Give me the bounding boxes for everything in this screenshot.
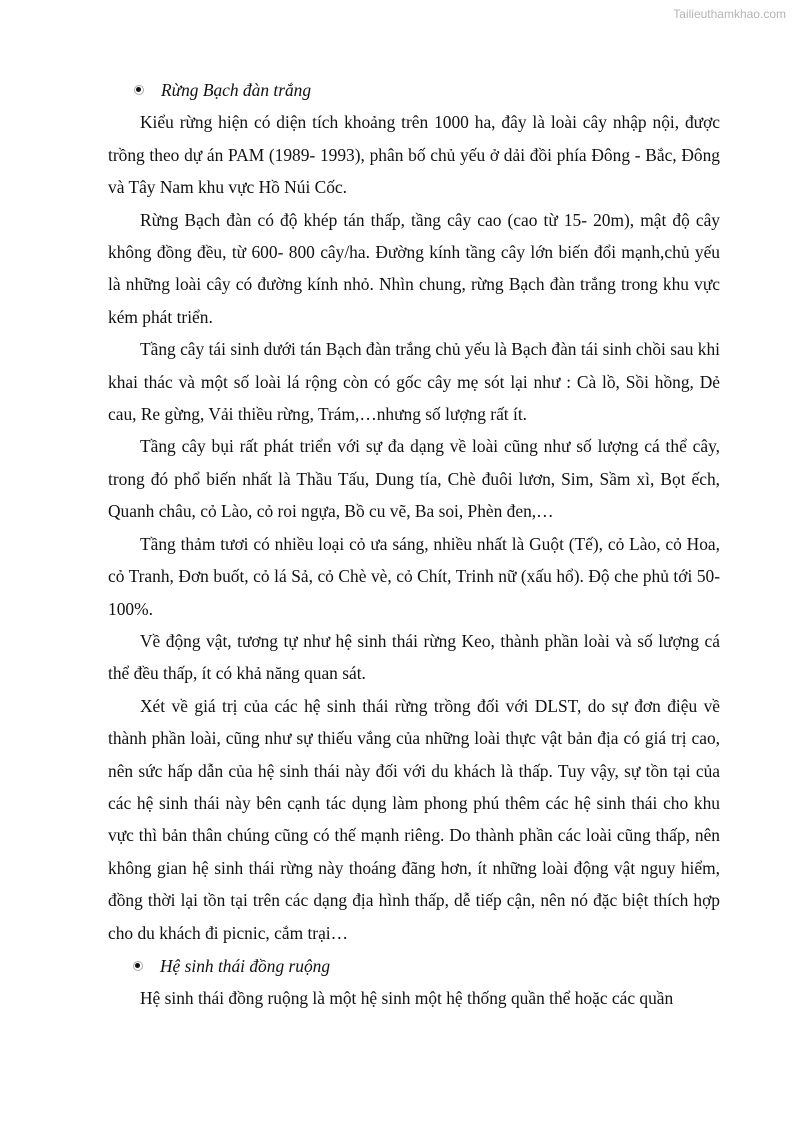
watermark: Tailieuthamkhao.com	[673, 7, 786, 21]
paragraph: Tầng cây bụi rất phát triển với sự đa dạng về loài cũng như số lượng cá thể cây, trong đó phổ biến nhất là Thầu Tấu, Dung tía, Chè đuôi lươn, Sim, Sầm xì, Bọt ếch, Quanh châu, cỏ Lào, cỏ roi ngựa, Bồ cu vẽ, Ba soi, Phèn đen,…	[108, 436, 720, 522]
paragraph: Hệ sinh thái đồng ruộng là một hệ sinh một hệ thống quần thể hoặc các quần	[140, 988, 674, 1009]
bullet-icon	[134, 85, 144, 95]
heading-text: Hệ sinh thái đồng ruộng	[160, 955, 331, 976]
paragraph: Xét về giá trị của các hệ sinh thái rừng trồng đối với DLST, do sự đơn điệu về thành phần loài, cũng như sự thiếu vắng của những loài thực vật bản địa có giá trị cao, nên sức hấp dẫn của hệ sinh thái này đối với du khách là thấp. Tuy vậy, sự tồn tại của các hệ sinh thái này bên cạnh tác dụng làm phong phú thêm các hệ sinh thái cho khu vực thì bản thân chúng cũng có thế mạnh riêng. Do thành phần các loài cũng thấp, nên không gian hệ sinh thái rừng này thoáng đãng hơn, ít những loài động vật nguy hiểm, đồng thời lại tồn tại trên các dạng địa hình thấp, dễ tiếp cận, nên nó đặc biệt thích hợp cho du khách đi picnic, cắm trại…	[108, 695, 720, 943]
paragraph: Về động vật, tương tự như hệ sinh thái rừng Keo, thành phần loài và số lượng cá thể đều thấp, ít có khả năng quan sát.	[108, 630, 720, 684]
paragraph: Tầng thảm tươi có nhiều loại cỏ ưa sáng, nhiều nhất là Guột (Tế), cỏ Lào, cỏ Hoa, cỏ Tranh, Đơn buốt, cỏ lá Sả, cỏ Chè vè, cỏ Chít, Trinh nữ (xấu hổ). Độ che phủ tới 50- 100%.	[108, 533, 720, 619]
heading-text: Rừng Bạch đàn trắng	[161, 80, 312, 100]
paragraph: Kiểu rừng hiện có diện tích khoảng trên 1000 ha, đây là loài cây nhập nội, được trồng theo dự án PAM (1989- 1993), phân bố chủ yếu ở dải đồi phía Đông - Bắc, Đông và Tây Nam khu vực Hồ Núi Cốc.	[108, 112, 720, 198]
section-heading-dong-ruong	[108, 950, 720, 982]
section-heading-rung-bach-dan	[108, 74, 720, 106]
bullet-icon	[133, 961, 143, 971]
paragraph: Tầng cây tái sinh dưới tán Bạch đàn trắng chủ yếu là Bạch đàn tái sinh chồi sau khi khai thác và một số loài lá rộng còn có gốc cây mẹ sót lại như : Cà lồ, Sồi hồng, Dẻ cau, Re gừng, Vải thiều rừng, Trám,…nhưng số lượng rất ít.	[108, 339, 720, 425]
paragraph: Rừng Bạch đàn có độ khép tán thấp, tầng cây cao (cao từ 15- 20m), mật độ cây không đồng đều, từ 600- 800 cây/ha. Đường kính tầng cây lớn biến đổi mạnh,chủ yếu là những loài cây có đường kính nhỏ. Nhìn chung, rừng Bạch đàn trắng trong khu vực kém phát triển.	[108, 209, 720, 327]
document-body	[108, 74, 720, 1015]
